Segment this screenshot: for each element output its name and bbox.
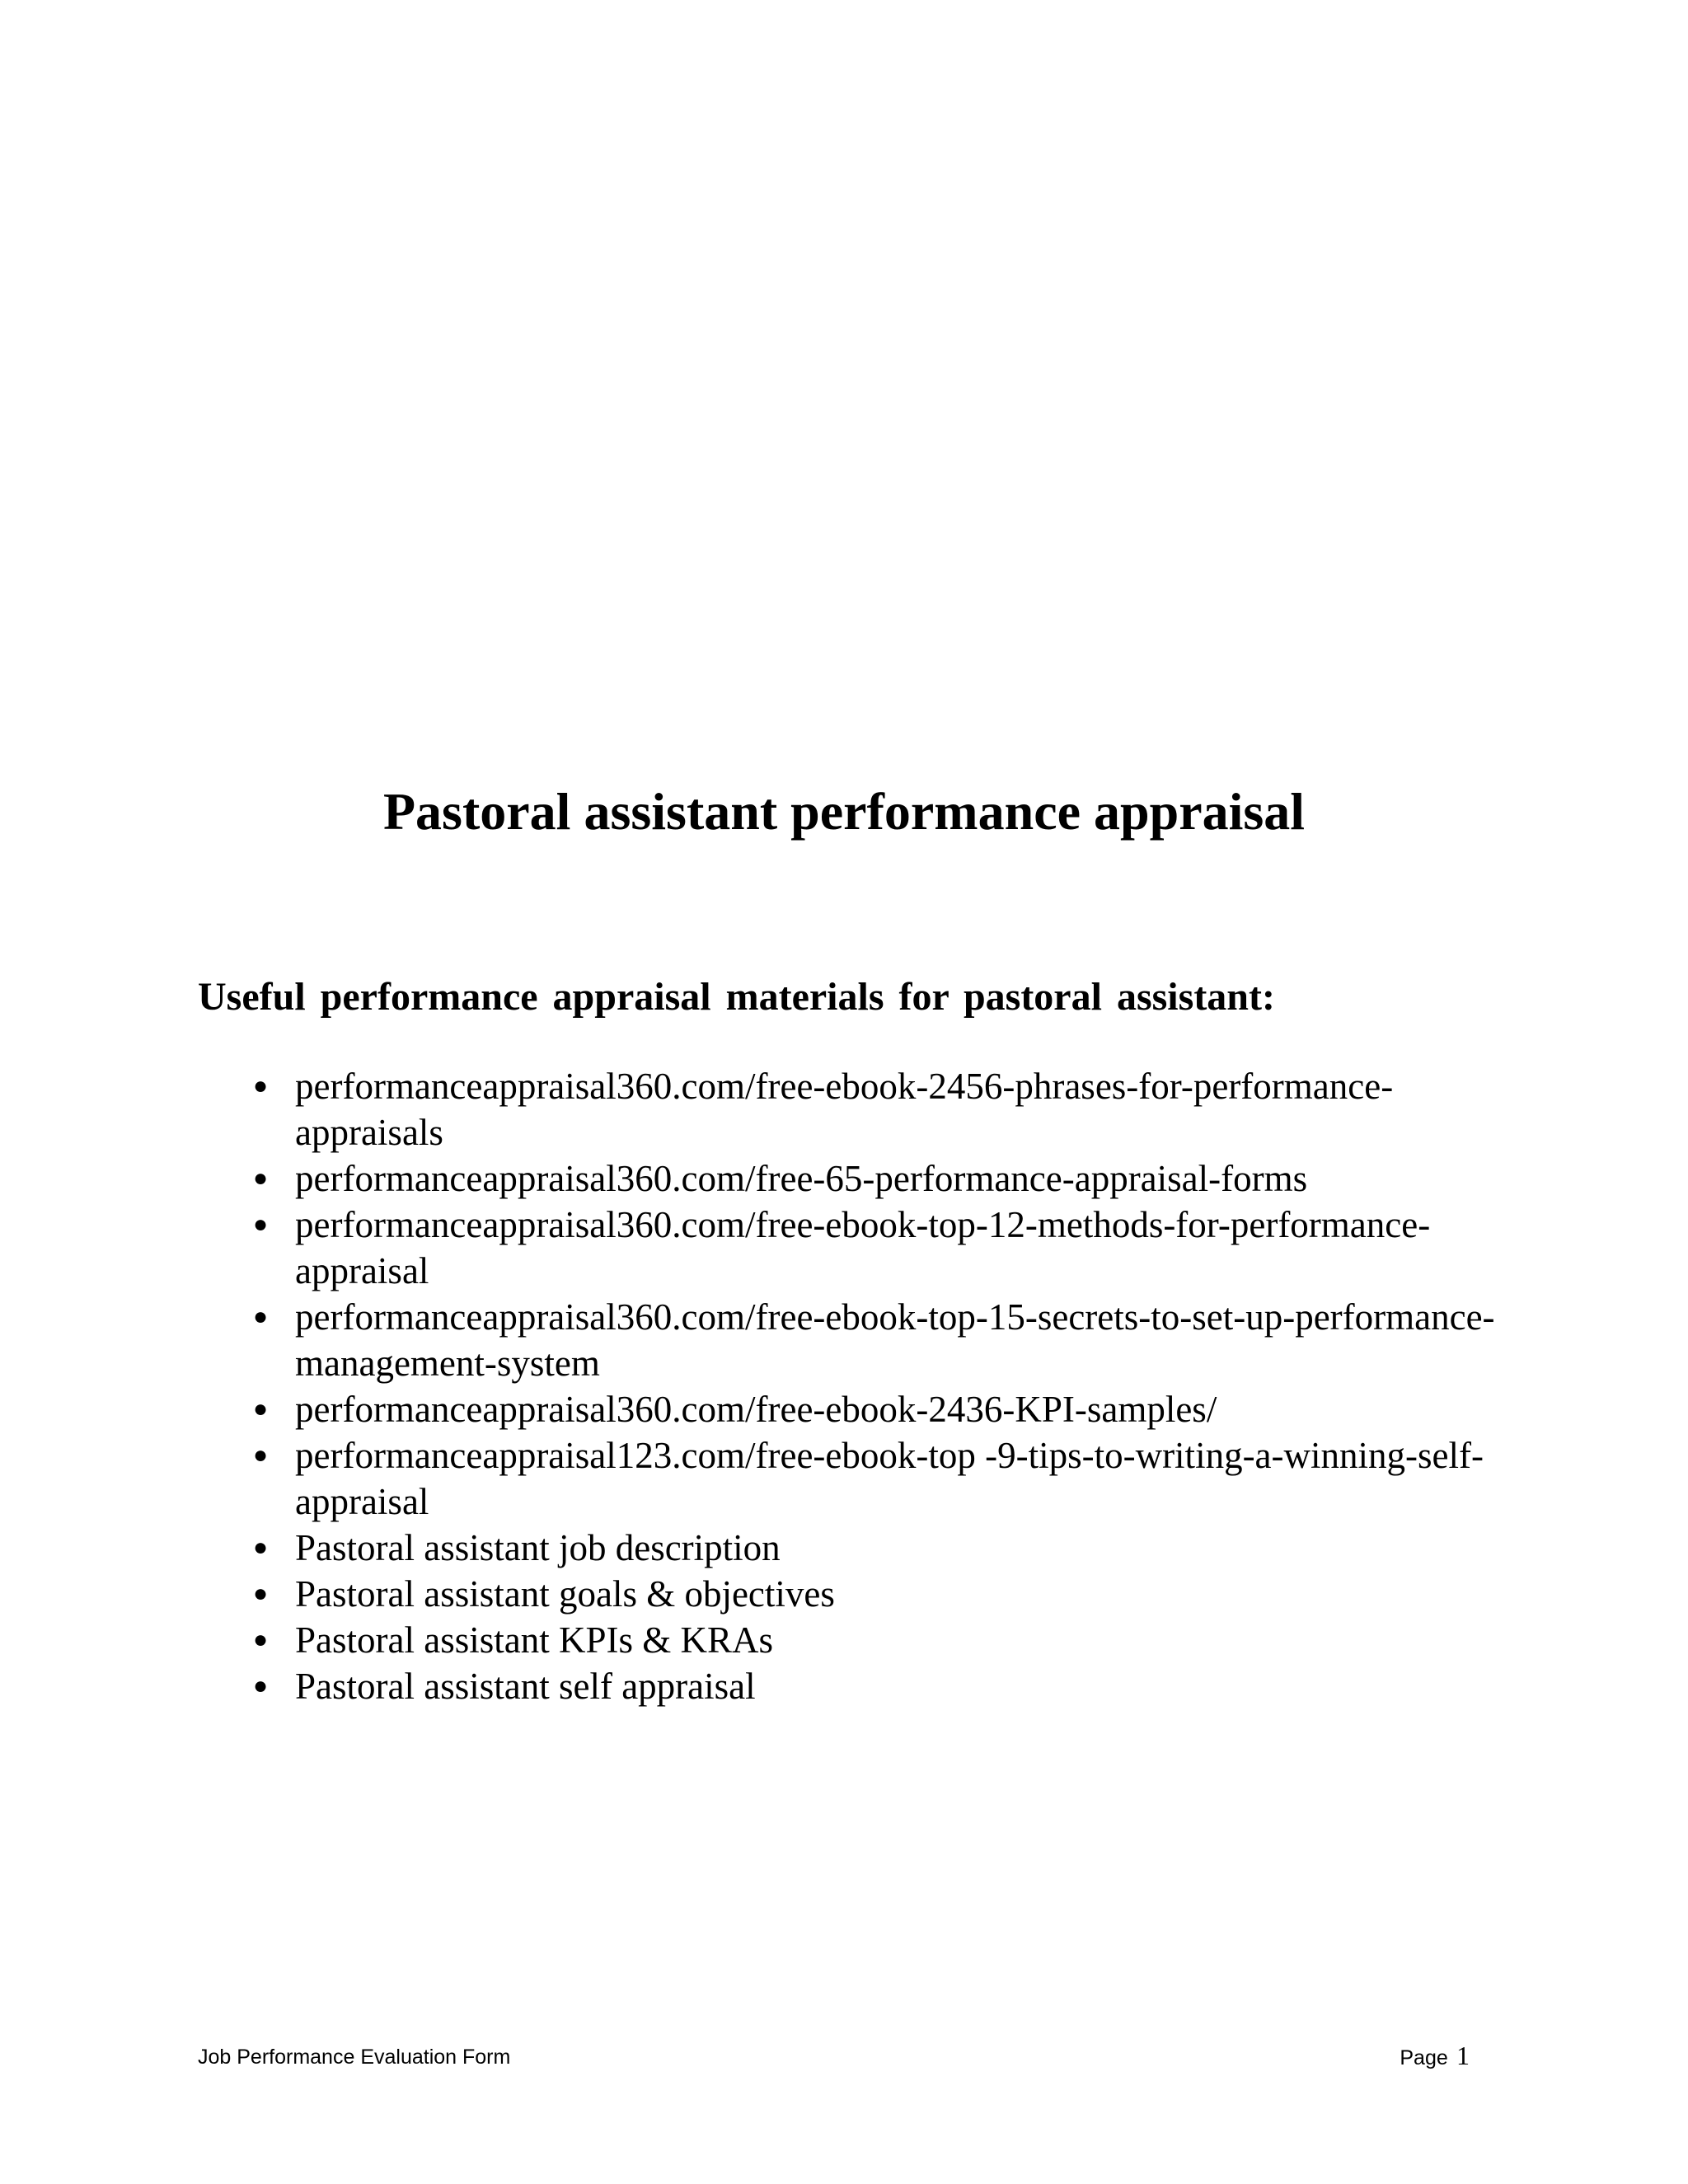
bullet-icon: ●: [252, 1626, 269, 1653]
page-title: Pastoral assistant performance appraisal: [382, 782, 1306, 841]
list-item[interactable]: [198, 1432, 1500, 1525]
list-item-text: performanceappraisal360.com/free-ebook-2456-phrases-for-performance-appraisals: [295, 1066, 1394, 1153]
list-item[interactable]: [198, 1063, 1500, 1155]
page-label: Page: [1400, 2046, 1448, 2069]
bullet-icon: ●: [252, 1165, 269, 1192]
footer-page-indicator: [1400, 2042, 1470, 2072]
section-heading: Useful performance appraisal materials for pastoral assistant:: [198, 975, 1275, 1019]
list-item-text: performanceappraisal360.com/free-ebook-2436-KPI-samples/: [295, 1389, 1217, 1430]
list-item[interactable]: [198, 1617, 1500, 1663]
footer-document-name: Job Performance Evaluation Form: [198, 2046, 511, 2069]
bullet-icon: ●: [252, 1395, 269, 1422]
list-item[interactable]: [198, 1294, 1500, 1386]
bullet-icon: ●: [252, 1580, 269, 1607]
list-item-text: performanceappraisal123.com/free-ebook-top -9-tips-to-writing-a-winning-self-appraisal: [295, 1435, 1484, 1522]
list-item[interactable]: [198, 1155, 1500, 1202]
list-item-text: Pastoral assistant KPIs & KRAs: [295, 1619, 774, 1661]
bullet-icon: ●: [252, 1211, 269, 1238]
materials-list: [198, 1063, 1500, 1709]
bullet-icon: ●: [252, 1441, 269, 1469]
list-item-text: performanceappraisal360.com/free-ebook-top-15-secrets-to-set-up-performance-management-system: [295, 1296, 1495, 1384]
list-item[interactable]: [198, 1202, 1500, 1294]
page-number: 1: [1456, 2041, 1470, 2070]
list-item[interactable]: [198, 1571, 1500, 1617]
bullet-icon: ●: [252, 1303, 269, 1330]
bullet-icon: ●: [252, 1534, 269, 1561]
list-item-text: performanceappraisal360.com/free-65-performance-appraisal-forms: [295, 1158, 1308, 1199]
list-item-text: Pastoral assistant self appraisal: [295, 1666, 756, 1707]
list-item[interactable]: [198, 1525, 1500, 1571]
list-item[interactable]: [198, 1663, 1500, 1709]
list-item-text: Pastoral assistant job description: [295, 1527, 781, 1568]
list-item-text: performanceappraisal360.com/free-ebook-top-12-methods-for-performance-appraisal: [295, 1204, 1431, 1291]
bullet-icon: ●: [252, 1672, 269, 1699]
bullet-icon: ●: [252, 1072, 269, 1099]
list-item-text: Pastoral assistant goals & objectives: [295, 1573, 835, 1615]
list-item[interactable]: [198, 1386, 1500, 1432]
